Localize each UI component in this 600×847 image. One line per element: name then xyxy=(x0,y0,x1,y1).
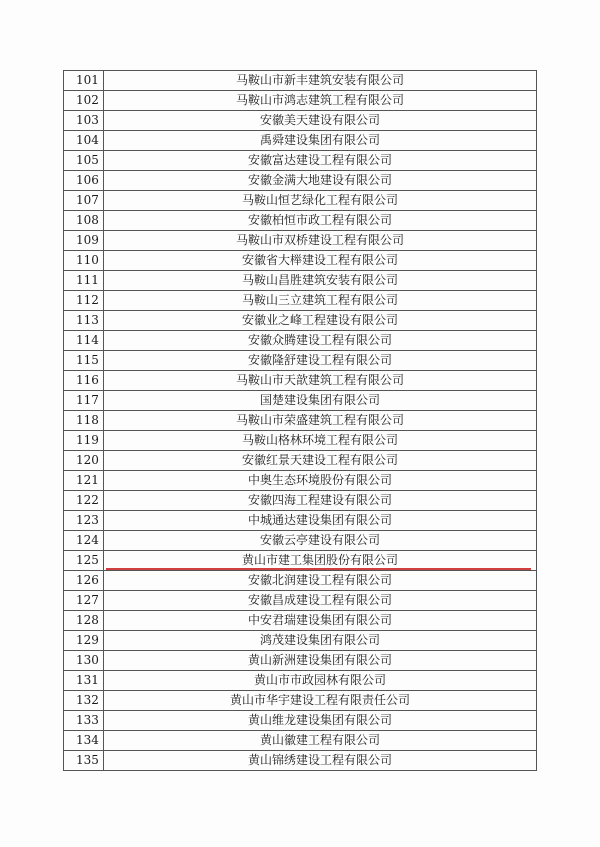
company-name: 安徽美天建设有限公司 xyxy=(104,111,537,131)
table-row xyxy=(64,571,537,591)
row-number: 105 xyxy=(64,151,104,171)
row-number: 110 xyxy=(64,251,104,271)
table-row xyxy=(64,591,537,611)
row-number: 103 xyxy=(64,111,104,131)
company-name: 安徽昌成建设工程有限公司 xyxy=(104,591,537,611)
company-name: 鸿茂建设集团有限公司 xyxy=(104,631,537,651)
red-underline-mark xyxy=(106,568,531,570)
row-number: 129 xyxy=(64,631,104,651)
table-row xyxy=(64,191,537,211)
table-row xyxy=(64,311,537,331)
row-number: 125 xyxy=(64,551,104,571)
table-row xyxy=(64,231,537,251)
table-row xyxy=(64,431,537,451)
row-number: 114 xyxy=(64,331,104,351)
company-name: 安徽业之峰工程建设有限公司 xyxy=(104,311,537,331)
table-row xyxy=(64,671,537,691)
company-name: 国楚建设集团有限公司 xyxy=(104,391,537,411)
table-row xyxy=(64,351,537,371)
table-row xyxy=(64,111,537,131)
row-number: 126 xyxy=(64,571,104,591)
row-number: 135 xyxy=(64,751,104,771)
table-row xyxy=(64,291,537,311)
row-number: 102 xyxy=(64,91,104,111)
company-name: 安徽隆舒建设工程有限公司 xyxy=(104,351,537,371)
row-number: 104 xyxy=(64,131,104,151)
row-number: 130 xyxy=(64,651,104,671)
row-number: 106 xyxy=(64,171,104,191)
table-row xyxy=(64,131,537,151)
table-row xyxy=(64,331,537,351)
table-row xyxy=(64,251,537,271)
table-row xyxy=(64,471,537,491)
table-row xyxy=(64,371,537,391)
company-name: 安徽北润建设工程有限公司 xyxy=(104,571,537,591)
row-number: 115 xyxy=(64,351,104,371)
company-name: 安徽众腾建设工程有限公司 xyxy=(104,331,537,351)
row-number: 127 xyxy=(64,591,104,611)
company-name: 中安君瑞建设集团有限公司 xyxy=(104,611,537,631)
company-name: 黄山市市政园林有限公司 xyxy=(104,671,537,691)
company-list-table xyxy=(63,70,537,771)
table-row xyxy=(64,91,537,111)
company-list-body xyxy=(64,71,537,771)
company-name: 马鞍山昌胜建筑安装有限公司 xyxy=(104,271,537,291)
table-row xyxy=(64,71,537,91)
company-name: 黄山市华宇建设工程有限责任公司 xyxy=(104,691,537,711)
row-number: 117 xyxy=(64,391,104,411)
company-name: 中奥生态环境股份有限公司 xyxy=(104,471,537,491)
company-name: 黄山徽建工程有限公司 xyxy=(104,731,537,751)
row-number: 131 xyxy=(64,671,104,691)
company-name: 马鞍山格林环境工程有限公司 xyxy=(104,431,537,451)
row-number: 108 xyxy=(64,211,104,231)
table-row xyxy=(64,511,537,531)
row-number: 112 xyxy=(64,291,104,311)
company-name: 马鞍山市鸿志建筑工程有限公司 xyxy=(104,91,537,111)
row-number: 107 xyxy=(64,191,104,211)
row-number: 120 xyxy=(64,451,104,471)
row-number: 134 xyxy=(64,731,104,751)
row-number: 124 xyxy=(64,531,104,551)
table-row xyxy=(64,171,537,191)
company-name: 黄山市建工集团股份有限公司 xyxy=(104,551,537,571)
company-name: 安徽金满大地建设有限公司 xyxy=(104,171,537,191)
table-row xyxy=(64,271,537,291)
table-row xyxy=(64,491,537,511)
table-row xyxy=(64,611,537,631)
company-name: 马鞍山市荣盛建筑工程有限公司 xyxy=(104,411,537,431)
row-number: 128 xyxy=(64,611,104,631)
company-name: 安徽柏恒市政工程有限公司 xyxy=(104,211,537,231)
company-name: 马鞍山三立建筑工程有限公司 xyxy=(104,291,537,311)
row-number: 123 xyxy=(64,511,104,531)
company-name: 马鞍山市双桥建设工程有限公司 xyxy=(104,231,537,251)
row-number: 111 xyxy=(64,271,104,291)
row-number: 116 xyxy=(64,371,104,391)
row-number: 132 xyxy=(64,691,104,711)
company-name: 禹舜建设集团有限公司 xyxy=(104,131,537,151)
row-number: 133 xyxy=(64,711,104,731)
table-row xyxy=(64,731,537,751)
table-row xyxy=(64,531,537,551)
table-row xyxy=(64,211,537,231)
row-number: 122 xyxy=(64,491,104,511)
row-number: 109 xyxy=(64,231,104,251)
row-number: 113 xyxy=(64,311,104,331)
table-row xyxy=(64,711,537,731)
table-row xyxy=(64,691,537,711)
company-name: 安徽四海工程建设有限公司 xyxy=(104,491,537,511)
table-row xyxy=(64,451,537,471)
table-row xyxy=(64,391,537,411)
company-name: 安徽省大榉建设工程有限公司 xyxy=(104,251,537,271)
company-name: 安徽云亭建设有限公司 xyxy=(104,531,537,551)
table-row xyxy=(64,631,537,651)
table-row xyxy=(64,411,537,431)
table-row xyxy=(64,751,537,771)
company-name: 马鞍山恒艺绿化工程有限公司 xyxy=(104,191,537,211)
row-number: 121 xyxy=(64,471,104,491)
table-row xyxy=(64,651,537,671)
company-name: 黄山新洲建设集团有限公司 xyxy=(104,651,537,671)
company-name: 黄山维龙建设集团有限公司 xyxy=(104,711,537,731)
company-name: 黄山锦绣建设工程有限公司 xyxy=(104,751,537,771)
row-number: 118 xyxy=(64,411,104,431)
company-name: 马鞍山市天歆建筑工程有限公司 xyxy=(104,371,537,391)
row-number: 101 xyxy=(64,71,104,91)
company-name: 安徽富达建设工程有限公司 xyxy=(104,151,537,171)
company-name: 安徽红景天建设工程有限公司 xyxy=(104,451,537,471)
company-name: 中城通达建设集团有限公司 xyxy=(104,511,537,531)
row-number: 119 xyxy=(64,431,104,451)
table-row xyxy=(64,151,537,171)
company-name: 马鞍山市新丰建筑安装有限公司 xyxy=(104,71,537,91)
